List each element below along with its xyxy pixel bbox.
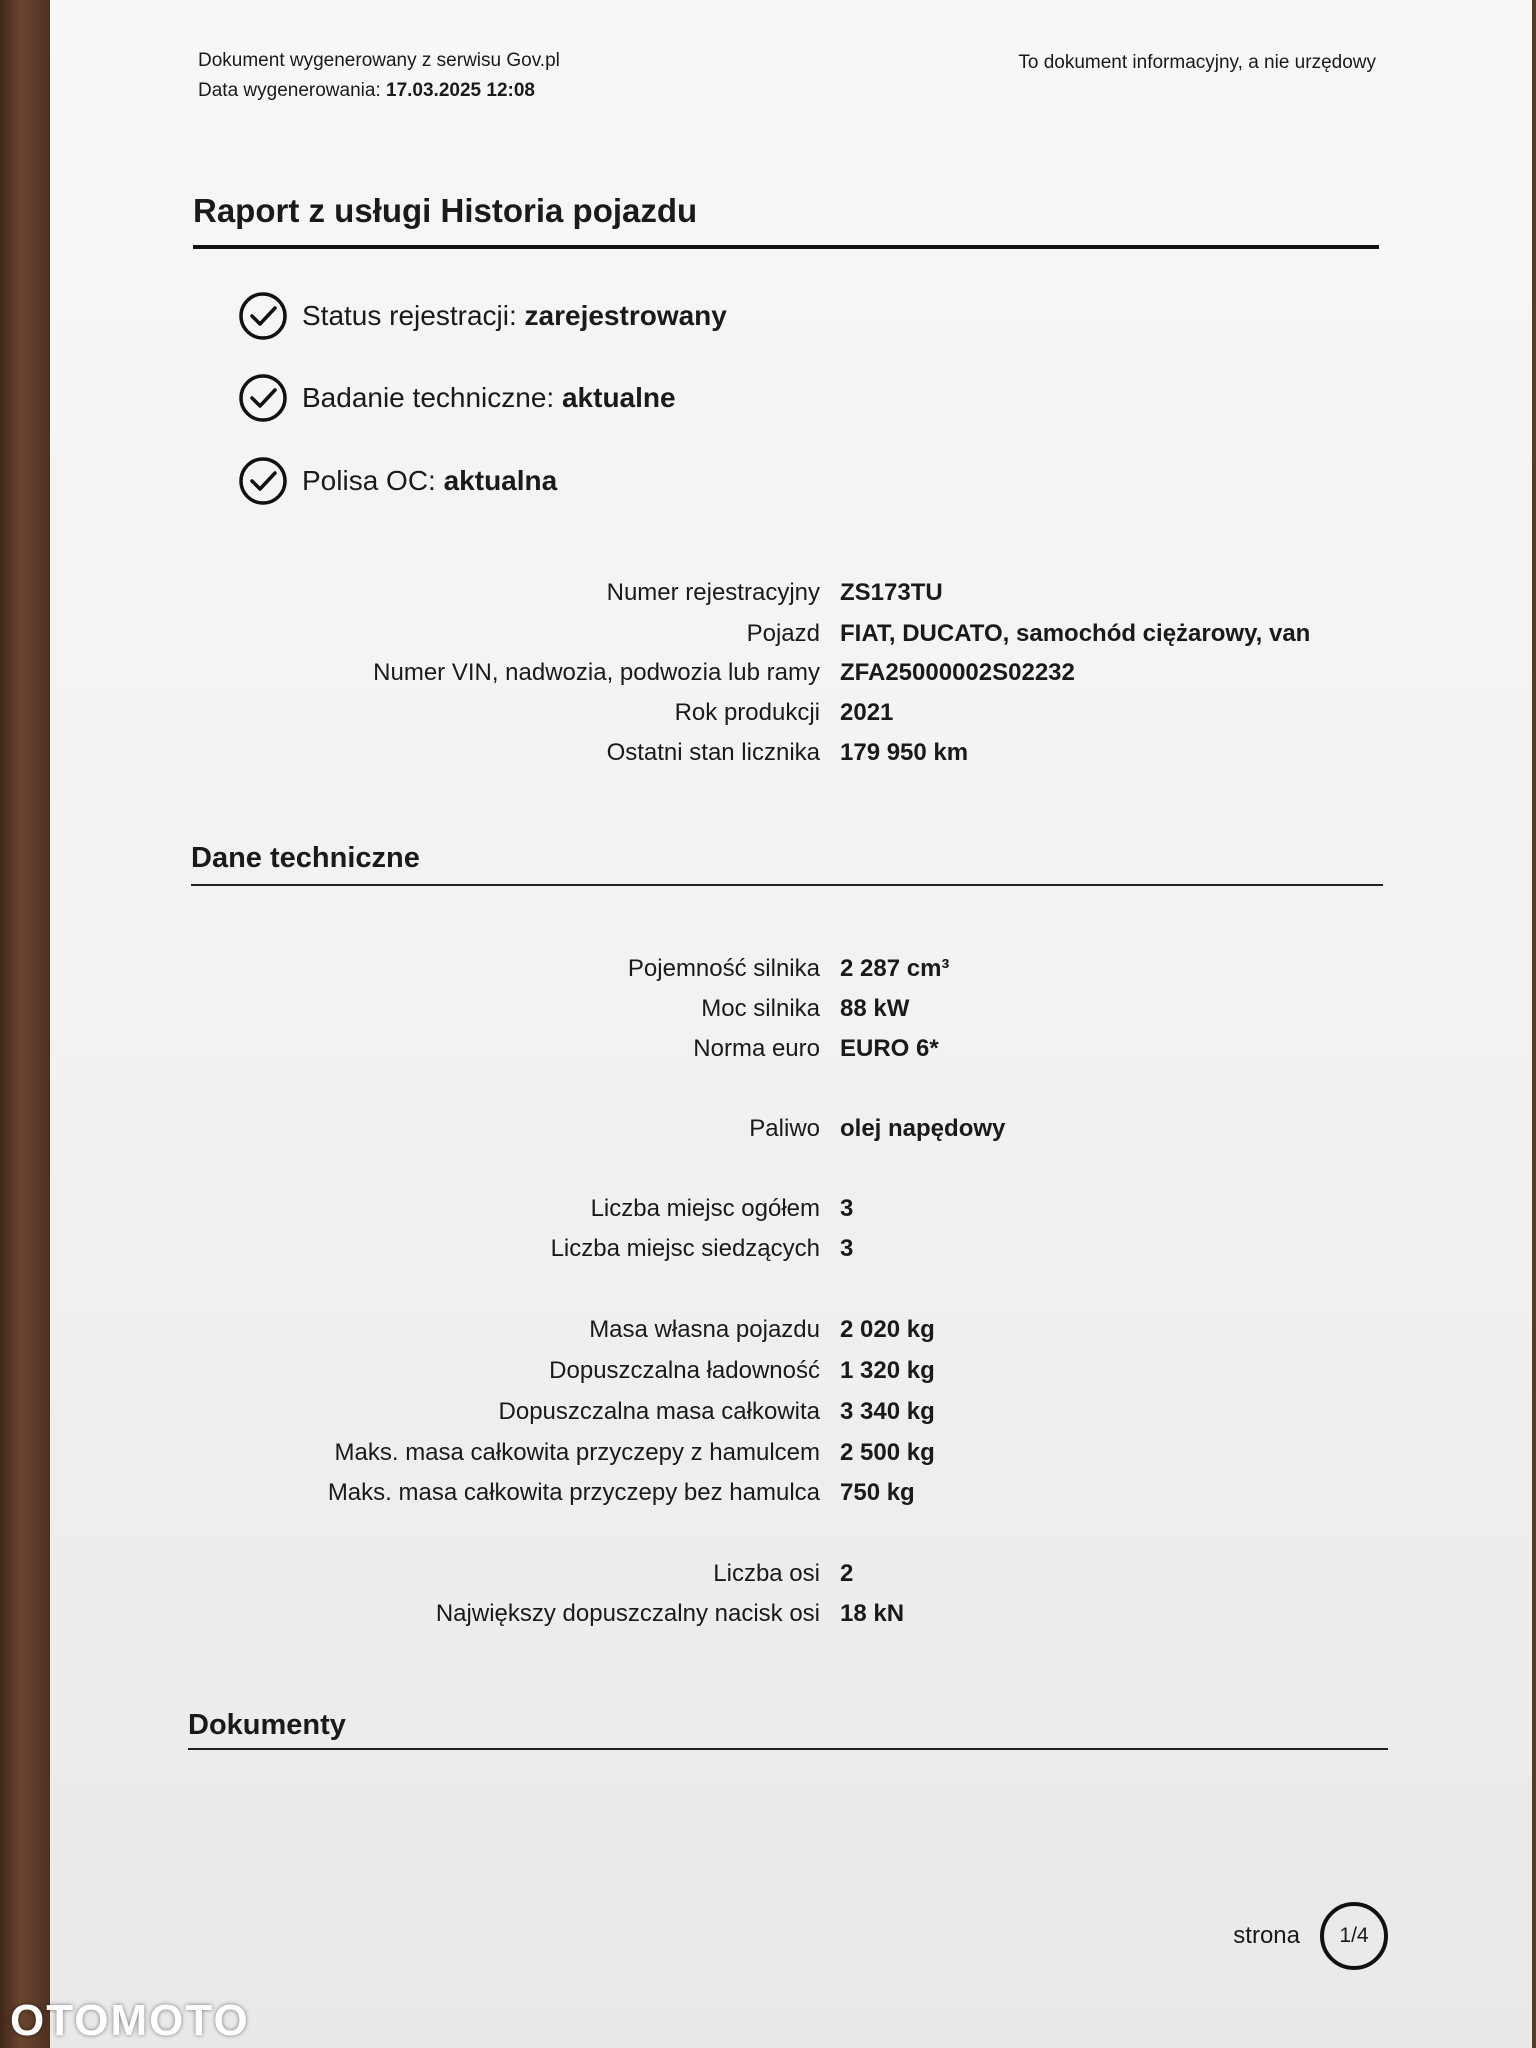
- field-value: olej napędowy: [840, 1115, 1006, 1142]
- field-label: Największy dopuszczalny nacisk osi: [435, 1600, 820, 1627]
- section-rule: [191, 884, 1383, 886]
- vehicle-row: [0, 659, 1536, 697]
- tech-row: [0, 1235, 1536, 1273]
- field-label: Pojazd: [746, 620, 820, 647]
- check-circle-icon: [238, 456, 288, 506]
- tech-row: [0, 1357, 1536, 1395]
- field-value: 1 320 kg: [840, 1357, 935, 1384]
- generated-date: [198, 76, 560, 106]
- otomoto-watermark: OTOMOTO: [10, 1996, 250, 2045]
- status-registration: [238, 291, 727, 341]
- field-value: ZFA25000002S02232: [840, 659, 1075, 686]
- check-circle-icon: [238, 291, 288, 341]
- field-label: Norma euro: [693, 1035, 820, 1062]
- field-value: 3 340 kg: [840, 1398, 935, 1425]
- source-line: Dokument wygenerowany z serwisu Gov.pl: [198, 50, 560, 71]
- field-label: Liczba osi: [713, 1560, 820, 1587]
- title-underline: [193, 245, 1379, 249]
- status-label: Polisa OC:: [302, 465, 436, 496]
- tech-row: [0, 1398, 1536, 1436]
- field-label: Paliwo: [749, 1115, 820, 1142]
- page-number: 1/4: [1339, 1924, 1369, 1947]
- status-value: aktualne: [561, 382, 676, 413]
- field-value: ZS173TU: [840, 579, 943, 606]
- field-label: Masa własna pojazdu: [589, 1316, 820, 1343]
- tech-row: [0, 1479, 1536, 1517]
- field-label: Maks. masa całkowita przyczepy bez hamulca: [327, 1479, 820, 1506]
- field-label: Numer VIN, nadwozia, podwozia lub ramy: [373, 659, 820, 686]
- status-value: zarejestrowany: [524, 300, 727, 331]
- field-label: Dopuszczalna masa całkowita: [498, 1398, 820, 1425]
- field-label: Numer rejestracyjny: [606, 579, 820, 606]
- vehicle-row: [0, 739, 1536, 777]
- status-label: Badanie techniczne:: [302, 382, 555, 413]
- tech-row: [0, 1195, 1536, 1233]
- tech-row: [0, 1115, 1536, 1153]
- section-heading-documents: Dokumenty: [188, 1709, 346, 1741]
- field-value: 2 287 cm³: [840, 955, 950, 982]
- field-value: 88 kW: [840, 995, 910, 1022]
- field-value: 2 020 kg: [840, 1316, 935, 1343]
- tech-row: [0, 1560, 1536, 1598]
- section-heading-technical: Dane techniczne: [191, 842, 420, 874]
- tech-row: [0, 955, 1536, 993]
- field-value: FIAT, DUCATO, samochód ciężarowy, van: [840, 620, 1311, 647]
- vehicle-row: [0, 699, 1536, 737]
- date-value: 17.03.2025 12:08: [386, 80, 535, 101]
- report-title: Raport z usługi Historia pojazdu: [193, 192, 698, 229]
- field-label: Liczba miejsc siedzących: [550, 1235, 820, 1262]
- tech-row: [0, 1600, 1536, 1638]
- disclaimer: To dokument informacyjny, a nie urzędowy: [1018, 52, 1376, 73]
- page-indicator: [1233, 1902, 1388, 1970]
- status-label: Status rejestracji:: [302, 300, 517, 331]
- field-value: 179 950 km: [840, 739, 969, 766]
- date-label: Data wygenerowania:: [198, 80, 381, 101]
- tech-row: [0, 1439, 1536, 1477]
- page-label: strona: [1233, 1922, 1300, 1949]
- field-label: Liczba miejsc ogółem: [590, 1195, 820, 1222]
- field-value: 750 kg: [840, 1479, 915, 1506]
- field-value: 18 kN: [840, 1600, 905, 1627]
- field-label: Rok produkcji: [674, 699, 820, 726]
- tech-row: [0, 1035, 1536, 1073]
- field-label: Maks. masa całkowita przyczepy z hamulcem: [334, 1439, 820, 1466]
- document-header: [198, 46, 560, 106]
- tech-row: [0, 1316, 1536, 1354]
- page-number-badge: [1320, 1902, 1388, 1970]
- field-value: 2: [840, 1560, 854, 1587]
- field-value: EURO 6*: [840, 1035, 939, 1062]
- tech-row: [0, 995, 1536, 1033]
- check-circle-icon: [238, 373, 288, 423]
- status-insurance: [238, 456, 557, 506]
- vehicle-row: [0, 579, 1536, 617]
- section-rule: [188, 1748, 1388, 1750]
- field-label: Moc silnika: [701, 995, 820, 1022]
- field-value: 2021: [840, 699, 894, 726]
- field-value: 2 500 kg: [840, 1439, 935, 1466]
- field-label: Ostatni stan licznika: [606, 739, 820, 766]
- field-value: 3: [840, 1195, 854, 1222]
- field-value: 3: [840, 1235, 854, 1262]
- status-value: aktualna: [443, 465, 558, 496]
- field-label: Pojemność silnika: [627, 955, 820, 982]
- status-inspection: [238, 373, 676, 423]
- field-label: Dopuszczalna ładowność: [549, 1357, 820, 1384]
- vehicle-row: [0, 620, 1536, 658]
